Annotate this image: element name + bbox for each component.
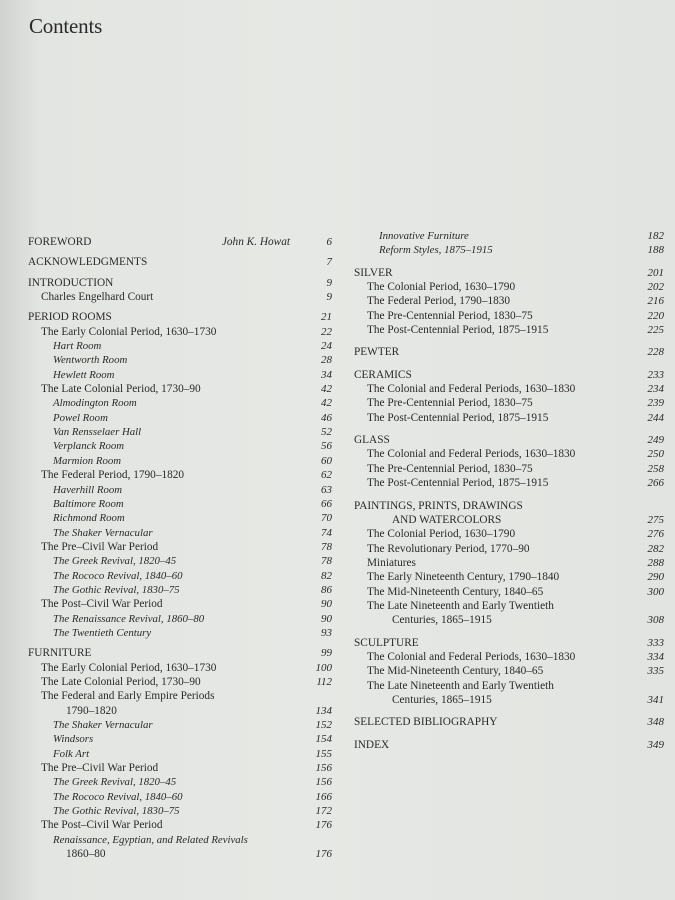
toc-entry-page-number: 188	[647, 244, 664, 257]
toc-entry-page-number: 176	[315, 819, 332, 832]
toc-entry	[354, 513, 664, 527]
toc-entry	[354, 309, 664, 323]
toc-entry	[28, 425, 332, 439]
toc-entry-page-number: 228	[647, 346, 664, 359]
toc-entry-page-number: 9	[326, 291, 332, 304]
toc-entry-page-number: 112	[316, 675, 332, 688]
toc-entry-title: Verplanck Room	[53, 440, 125, 453]
toc-entry-page-number: 334	[647, 650, 664, 663]
toc-entry	[28, 818, 332, 832]
toc-entry	[28, 396, 332, 410]
toc-entry-page-number: 341	[647, 693, 664, 706]
toc-entry-title: Hewlett Room	[53, 368, 115, 381]
toc-entry-title: Folk Art	[53, 747, 90, 760]
toc-entry-page-number: 56	[321, 440, 332, 453]
toc-entry-title: The Colonial and Federal Periods, 1630–1830	[367, 448, 576, 461]
toc-entry-title: The Pre–Civil War Period	[41, 762, 159, 775]
toc-entry	[28, 235, 332, 249]
toc-entry-page-number: 201	[647, 266, 664, 279]
toc-entry	[354, 585, 664, 599]
toc-entry-title: SCULPTURE	[354, 636, 419, 649]
toc-entry-title: Richmond Room	[53, 512, 125, 525]
toc-entry-title: The Colonial Period, 1630–1790	[367, 281, 516, 294]
toc-left-column	[28, 229, 332, 861]
toc-entry	[28, 526, 332, 540]
toc-entry	[354, 411, 664, 425]
toc-entry	[28, 569, 332, 583]
toc-entry-title: The Shaker Vernacular	[53, 526, 153, 539]
toc-entry-title: PAINTINGS, PRINTS, DRAWINGS	[354, 499, 523, 512]
toc-entry	[354, 243, 664, 257]
toc-entry-title: The Post-Centennial Period, 1875–1915	[367, 324, 549, 337]
toc-entry	[28, 439, 332, 453]
toc-entry	[354, 556, 664, 570]
toc-entry-page-number: 24	[321, 340, 332, 353]
toc-entry	[28, 554, 332, 568]
toc-entry	[28, 368, 332, 382]
toc-entry	[28, 353, 332, 367]
toc-entry	[354, 323, 664, 337]
toc-entry-title: The Pre-Centennial Period, 1830–75	[367, 462, 533, 475]
toc-entry	[354, 396, 664, 410]
toc-entry	[28, 646, 332, 660]
toc-entry-title: FOREWORD	[28, 236, 92, 248]
toc-entry-title: AND WATERCOLORS	[392, 513, 502, 526]
toc-entry-title: The Late Nineteenth and Early Twentieth	[367, 679, 554, 692]
toc-entry	[354, 499, 664, 513]
toc-entry-title: The Twentieth Century	[53, 626, 152, 639]
toc-entry	[28, 339, 332, 353]
toc-entry	[28, 704, 332, 718]
toc-entry-page-number: 90	[321, 598, 332, 611]
toc-entry-page-number: 7	[326, 256, 332, 269]
toc-entry-page-number: 152	[315, 719, 332, 731]
toc-entry-page-number: 266	[647, 477, 664, 490]
toc-entry-page-number: 6	[326, 236, 332, 248]
toc-entry	[354, 266, 664, 280]
toc-entry	[354, 636, 664, 650]
toc-entry	[28, 732, 332, 746]
toc-entry-title: The Post–Civil War Period	[41, 598, 163, 611]
toc-entry-page-number: 70	[321, 512, 332, 525]
toc-entry-title: The Early Nineteenth Century, 1790–1840	[367, 571, 560, 584]
toc-entry-page-number: 349	[647, 738, 664, 751]
toc-entry-page-number: 233	[647, 368, 664, 381]
toc-entry	[354, 679, 664, 693]
toc-entry-title: The Pre–Civil War Period	[41, 540, 159, 553]
toc-entry-title: The Federal Period, 1790–1830	[367, 295, 511, 308]
toc-entry-title: The Colonial and Federal Periods, 1630–1830	[367, 650, 576, 663]
toc-entry	[28, 597, 332, 611]
toc-entry-title: FURNITURE	[28, 647, 92, 660]
toc-entry-page-number: 63	[321, 483, 332, 496]
toc-entry-page-number: 300	[647, 585, 664, 598]
toc-entry-title: INDEX	[354, 738, 390, 751]
toc-entry-title: The Revolutionary Period, 1770–90	[367, 542, 530, 555]
toc-entry-page-number: 220	[647, 309, 664, 322]
toc-entry	[354, 693, 664, 707]
toc-entry-title: Centuries, 1865–1915	[392, 693, 492, 706]
toc-entry-page-number: 154	[315, 733, 332, 746]
toc-entry-page-number: 348	[647, 716, 664, 729]
toc-entry-page-number: 155	[315, 747, 332, 760]
toc-entry-page-number: 176	[315, 848, 332, 861]
toc-entry-page-number: 275	[647, 513, 664, 526]
toc-entry	[28, 497, 332, 511]
toc-entry-page-number: 74	[321, 526, 332, 539]
toc-entry-page-number: 249	[647, 434, 664, 447]
toc-entry	[354, 738, 664, 752]
toc-entry	[354, 447, 664, 461]
toc-entry	[28, 747, 332, 761]
toc-entry	[354, 476, 664, 490]
toc-entry	[28, 689, 332, 703]
toc-entry-page-number: 166	[315, 790, 332, 803]
toc-entry	[28, 847, 332, 861]
toc-entry	[28, 790, 332, 804]
toc-entry	[28, 675, 332, 689]
toc-entry-page-number: 288	[647, 556, 664, 569]
toc-entry-title: The Shaker Vernacular	[53, 719, 153, 731]
toc-entry	[354, 650, 664, 664]
toc-entry-page-number: 22	[321, 325, 332, 338]
toc-entry	[28, 718, 332, 732]
toc-entry-page-number: 34	[321, 368, 332, 381]
toc-entry-page-number: 82	[321, 569, 332, 582]
toc-entry-title: INTRODUCTION	[28, 276, 114, 289]
toc-entry-title: GLASS	[354, 434, 390, 447]
toc-entry	[354, 542, 664, 556]
toc-entry-title: 1790–1820	[66, 704, 117, 717]
toc-entry	[28, 468, 332, 482]
toc-entry-page-number: 42	[321, 383, 332, 396]
toc-entry	[28, 775, 332, 789]
toc-entry	[354, 462, 664, 476]
toc-entry-page-number: 62	[321, 469, 332, 482]
toc-entry	[354, 664, 664, 678]
toc-entry	[354, 433, 664, 447]
toc-entry-page-number: 250	[647, 448, 664, 461]
toc-entry	[28, 661, 332, 675]
toc-entry-page-number: 90	[321, 612, 332, 625]
toc-entry-title: The Rococo Revival, 1840–60	[53, 569, 183, 582]
toc-entry-page-number: 333	[647, 636, 664, 649]
toc-entry-title: The Mid-Nineteenth Century, 1840–65	[367, 585, 544, 598]
toc-entry-page-number: 225	[647, 324, 664, 337]
toc-entry-title: The Early Colonial Period, 1630–1730	[41, 661, 217, 674]
toc-entry-page-number: 216	[647, 295, 664, 308]
toc-entry	[28, 382, 332, 396]
toc-entry-title: The Late Nineteenth and Early Twentieth	[367, 599, 554, 612]
toc-entry-page-number: 28	[321, 354, 332, 367]
toc-entry-title: Innovative Furniture	[379, 230, 469, 242]
toc-entry-page-number: 78	[321, 555, 332, 568]
toc-entry	[28, 454, 332, 468]
toc-entry-title: The Late Colonial Period, 1730–90	[41, 383, 201, 396]
toc-entry-title: Charles Engelhard Court	[41, 291, 154, 304]
toc-entry-title: The Federal Period, 1790–1820	[41, 469, 185, 482]
toc-right-column	[354, 229, 664, 752]
toc-entry-page-number: 134	[315, 704, 332, 717]
toc-entry-title: The Colonial Period, 1630–1790	[367, 528, 516, 541]
toc-entry-page-number: 99	[321, 647, 332, 660]
toc-entry-title: Powel Room	[53, 411, 108, 424]
toc-entry-title: Wentworth Room	[53, 354, 128, 367]
toc-entry-author: John K. Howat	[221, 236, 290, 248]
toc-entry	[354, 229, 664, 243]
toc-entry-title: The Greek Revival, 1820–45	[53, 776, 177, 789]
toc-entry-page-number: 93	[321, 626, 332, 639]
toc-entry-title: The Post–Civil War Period	[41, 819, 163, 832]
toc-entry-title: SILVER	[354, 266, 393, 279]
page-title: Contents	[29, 14, 103, 38]
toc-entry	[354, 599, 664, 613]
toc-entry-title: Windsors	[53, 733, 94, 746]
toc-entry-title: Haverhill Room	[53, 483, 123, 496]
toc-entry-page-number: 21	[321, 311, 332, 324]
toc-entry-page-number: 156	[315, 762, 332, 775]
toc-entry-page-number: 86	[321, 583, 332, 596]
toc-entry-title: Almodington Room	[53, 397, 137, 410]
toc-entry-title: Centuries, 1865–1915	[392, 614, 492, 627]
toc-entry-title: The Federal and Early Empire Periods	[41, 690, 215, 703]
toc-entry-title: The Pre-Centennial Period, 1830–75	[367, 397, 533, 410]
toc-entry-page-number: 182	[647, 230, 664, 242]
toc-entry	[354, 345, 664, 359]
toc-entry-title: The Late Colonial Period, 1730–90	[41, 675, 201, 688]
toc-entry-title: The Colonial and Federal Periods, 1630–1830	[367, 383, 576, 396]
toc-entry-page-number: 100	[315, 661, 332, 674]
toc-entry-page-number: 9	[326, 276, 332, 289]
toc-entry-page-number: 308	[647, 614, 664, 627]
toc-entry	[28, 483, 332, 497]
toc-entry-title: The Pre-Centennial Period, 1830–75	[367, 309, 533, 322]
toc-entry-title: SELECTED BIBLIOGRAPHY	[354, 716, 498, 729]
toc-entry-page-number: 258	[647, 462, 664, 475]
toc-entry	[354, 280, 664, 294]
toc-entry-title: The Gothic Revival, 1830–75	[53, 583, 180, 596]
toc-entry	[28, 612, 332, 626]
toc-entry-title: The Early Colonial Period, 1630–1730	[41, 325, 217, 338]
toc-entry	[28, 310, 332, 324]
toc-entry-title: PERIOD ROOMS	[28, 311, 112, 324]
toc-entry	[354, 715, 664, 729]
toc-entry-title: PEWTER	[354, 346, 400, 359]
toc-entry	[28, 255, 332, 269]
toc-entry-page-number: 60	[321, 454, 332, 467]
toc-entry-title: The Greek Revival, 1820–45	[53, 555, 177, 568]
toc-entry	[354, 613, 664, 627]
toc-entry-page-number: 244	[647, 411, 664, 424]
toc-entry	[354, 570, 664, 584]
toc-entry-title: Reform Styles, 1875–1915	[379, 244, 493, 257]
toc-entry-title: Van Rensselaer Hall	[53, 426, 142, 439]
toc-entry	[354, 527, 664, 541]
toc-entry-page-number: 282	[647, 542, 664, 555]
toc-entry	[28, 626, 332, 640]
toc-entry-title: The Post-Centennial Period, 1875–1915	[367, 411, 549, 424]
toc-entry	[28, 761, 332, 775]
toc-entry-title: Hart Room	[53, 340, 102, 353]
toc-entry-title: ACKNOWLEDGMENTS	[28, 256, 148, 269]
toc-entry-page-number: 172	[315, 805, 332, 818]
toc-entry	[28, 290, 332, 304]
toc-entry-title: The Renaissance Revival, 1860–80	[53, 612, 205, 625]
toc-entry-page-number: 202	[647, 281, 664, 294]
toc-entry	[28, 325, 332, 339]
toc-entry	[354, 294, 664, 308]
toc-entry	[28, 511, 332, 525]
toc-entry	[28, 583, 332, 597]
toc-entry-page-number: 276	[647, 528, 664, 541]
toc-entry	[354, 368, 664, 382]
toc-entry-page-number: 239	[647, 397, 664, 410]
toc-entry-page-number: 156	[315, 776, 332, 789]
toc-entry-title: Baltimore Room	[53, 497, 124, 510]
toc-entry-page-number: 52	[321, 426, 332, 439]
toc-entry	[28, 833, 332, 847]
toc-entry-page-number: 66	[321, 497, 332, 510]
toc-entry-title: The Post-Centennial Period, 1875–1915	[367, 477, 549, 490]
toc-entry	[28, 804, 332, 818]
toc-entry-page-number: 290	[647, 571, 664, 584]
toc-entry-page-number: 335	[647, 665, 664, 678]
toc-entry-title: 1860–80	[66, 848, 106, 861]
toc-entry	[354, 382, 664, 396]
toc-entry-title: CERAMICS	[354, 368, 412, 381]
toc-entry-page-number: 42	[321, 397, 332, 410]
toc-entry-page-number: 78	[321, 540, 332, 553]
toc-entry-page-number: 46	[321, 411, 332, 424]
toc-entry	[28, 411, 332, 425]
toc-entry-title: The Mid-Nineteenth Century, 1840–65	[367, 665, 544, 678]
toc-entry-title: Marmion Room	[53, 454, 122, 467]
toc-entry	[28, 540, 332, 554]
toc-entry-title: Miniatures	[367, 556, 416, 569]
toc-entry-page-number: 234	[647, 383, 664, 396]
toc-entry	[28, 276, 332, 290]
toc-entry-title: Renaissance, Egyptian, and Related Revivals	[53, 833, 248, 846]
toc-entry-title: The Rococo Revival, 1840–60	[53, 790, 183, 803]
toc-entry-title: The Gothic Revival, 1830–75	[53, 805, 180, 818]
